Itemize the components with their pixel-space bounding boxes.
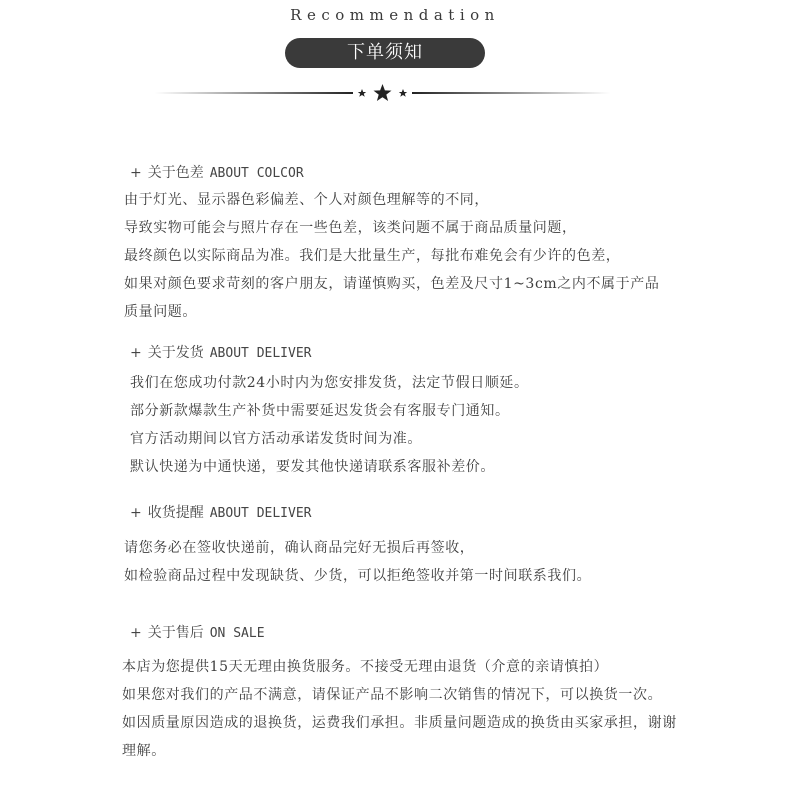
section-title-color [130,162,304,182]
section-title-cn: 关于色差 [147,165,204,181]
paragraph-line: 部分新款爆款生产补货中需要延迟发货会有客服专门通知。 [130,403,510,419]
recommendation-heading: Recommendation [290,6,500,24]
paragraph-line: 默认快递为中通快递，要发其他快递请联系客服补差价。 [130,459,495,475]
divider-line-left [155,92,353,94]
paragraph-line: 请您务必在签收快递前，确认商品完好无损后再签收， [124,540,475,556]
section-title-delivery [130,342,311,362]
paragraph-line: 如果您对我们的产品不满意，请保证产品不影响二次销售的情况下，可以换货一次。 [122,687,663,703]
plus-icon: + [130,505,142,521]
paragraph-line: 理解。 [122,743,166,759]
plus-icon: + [130,165,142,181]
section-title-en: ABOUT DELIVER [209,506,312,521]
paragraph-line: 如检验商品过程中发现缺货、少货，可以拒绝签收并第一时间联系我们。 [124,568,592,584]
section-title-receipt [130,502,311,522]
paragraph-line: 如因质量原因造成的退换货，运费我们承担。非质量问题造成的换货由买家承担，谢谢 [122,715,677,731]
plus-icon: + [130,345,142,361]
small-star-icon-left [358,89,366,97]
plus-icon: + [130,625,142,641]
divider-line-right [412,92,610,94]
section-title-en: ON SALE [209,626,265,641]
notice-title-pill: 下单须知 [285,38,485,68]
small-star-icon-right [399,89,407,97]
paragraph-line: 由于灯光、显示器色彩偏差、个人对颜色理解等的不同， [124,192,489,208]
section-title-en: ABOUT DELIVER [209,346,312,361]
paragraph-line: 我们在您成功付款24小时内为您安排发货，法定节假日顺延。 [130,375,529,391]
paragraph-line: 导致实物可能会与照片存在一些色差，该类问题不属于商品质量问题， [124,220,577,236]
section-title-cn: 收货提醒 [147,505,204,521]
star-divider [155,84,610,102]
section-title-en: ABOUT COLCOR [209,166,304,181]
paragraph-line: 官方活动期间以官方活动承诺发货时间为准。 [130,431,422,447]
section-title-cn: 关于发货 [147,345,204,361]
section-title-cn: 关于售后 [147,625,204,641]
section-title-aftersale [130,622,265,642]
big-star-icon [374,84,392,101]
paragraph-line: 最终颜色以实际商品为准。我们是大批量生产，每批布难免会有少许的色差， [124,248,621,264]
paragraph-line: 质量问题。 [124,304,197,320]
paragraph-line: 如果对颜色要求苛刻的客户朋友，请谨慎购买，色差及尺寸1~3cm之内不属于产品 [124,276,660,292]
paragraph-line: 本店为您提供15天无理由换货服务。不接受无理由退货（介意的亲请慎拍） [122,659,609,675]
